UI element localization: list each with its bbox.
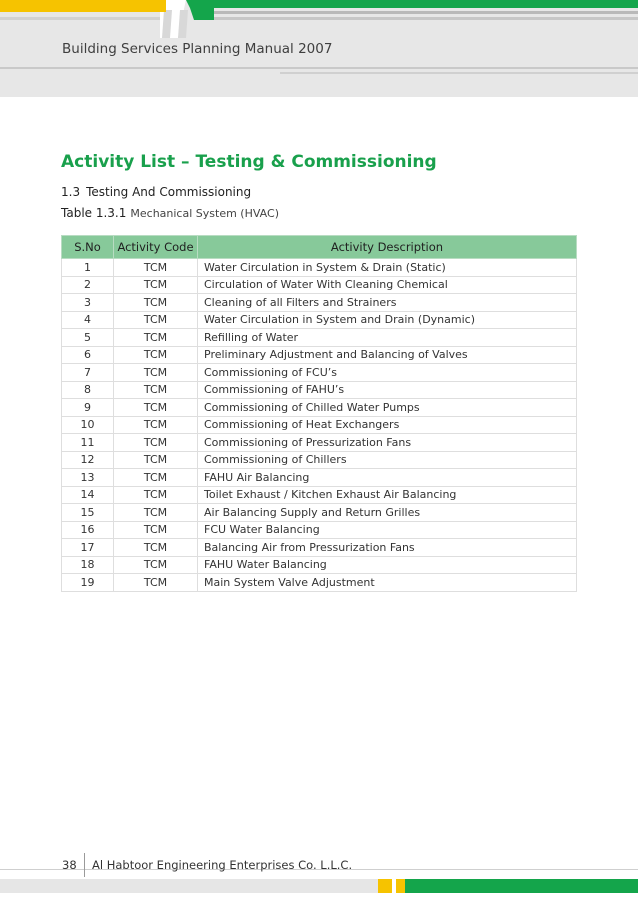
cell-description: Water Circulation in System and Drain (Dynamic) <box>198 311 577 329</box>
table-row <box>62 381 577 399</box>
cell-description: Air Balancing Supply and Return Grilles <box>198 504 577 522</box>
table-row <box>62 451 577 469</box>
header-slash-decoration <box>160 0 214 38</box>
section-label: Testing And Commissioning <box>86 185 252 199</box>
table-caption <box>61 206 279 220</box>
cell-sno: 14 <box>62 486 114 504</box>
table-row <box>62 434 577 452</box>
footer-green-band <box>405 879 638 893</box>
cell-sno: 16 <box>62 521 114 539</box>
table-row <box>62 294 577 312</box>
table-row <box>62 486 577 504</box>
cell-description: Main System Valve Adjustment <box>198 574 577 592</box>
page-title: Activity List – Testing & Commissioning <box>61 152 437 172</box>
cell-sno: 11 <box>62 434 114 452</box>
cell-sno: 8 <box>62 381 114 399</box>
cell-code: TCM <box>114 364 198 382</box>
cell-description: Commissioning of FAHU’s <box>198 381 577 399</box>
cell-code: TCM <box>114 381 198 399</box>
cell-sno: 2 <box>62 276 114 294</box>
cell-code: TCM <box>114 259 198 277</box>
cell-code: TCM <box>114 451 198 469</box>
page-header <box>0 0 638 97</box>
cell-sno: 17 <box>62 539 114 557</box>
cell-sno: 10 <box>62 416 114 434</box>
cell-code: TCM <box>114 539 198 557</box>
cell-sno: 18 <box>62 556 114 574</box>
cell-sno: 4 <box>62 311 114 329</box>
cell-description: Commissioning of Pressurization Fans <box>198 434 577 452</box>
cell-description: Water Circulation in System & Drain (Static) <box>198 259 577 277</box>
header-green-band <box>212 0 638 8</box>
activity-table <box>61 235 577 592</box>
header-stripe <box>214 17 638 20</box>
cell-description: Balancing Air from Pressurization Fans <box>198 539 577 557</box>
table-row <box>62 416 577 434</box>
cell-description: FCU Water Balancing <box>198 521 577 539</box>
column-header-activity-description: Activity Description <box>198 236 577 259</box>
cell-code: TCM <box>114 416 198 434</box>
table-row <box>62 469 577 487</box>
cell-sno: 5 <box>62 329 114 347</box>
cell-code: TCM <box>114 276 198 294</box>
table-row <box>62 276 577 294</box>
cell-description: Commissioning of Chilled Water Pumps <box>198 399 577 417</box>
table-row <box>62 556 577 574</box>
table-caption-label: Table 1.3.1 <box>61 206 127 220</box>
cell-code: TCM <box>114 329 198 347</box>
table-row <box>62 346 577 364</box>
company-name: Al Habtoor Engineering Enterprises Co. L.L.C. <box>92 858 353 872</box>
header-yellow-band <box>0 0 165 12</box>
cell-sno: 15 <box>62 504 114 522</box>
cell-code: TCM <box>114 294 198 312</box>
cell-sno: 7 <box>62 364 114 382</box>
table-header-row <box>62 236 577 259</box>
cell-description: Commissioning of FCU’s <box>198 364 577 382</box>
cell-code: TCM <box>114 399 198 417</box>
cell-sno: 1 <box>62 259 114 277</box>
table-row <box>62 521 577 539</box>
section-number: 1.3 <box>61 185 81 199</box>
cell-sno: 3 <box>62 294 114 312</box>
cell-sno: 19 <box>62 574 114 592</box>
page-number: 38 <box>62 858 77 872</box>
cell-description: Commissioning of Heat Exchangers <box>198 416 577 434</box>
header-rule <box>280 72 638 74</box>
cell-code: TCM <box>114 311 198 329</box>
cell-description: Preliminary Adjustment and Balancing of Valves <box>198 346 577 364</box>
cell-code: TCM <box>114 486 198 504</box>
cell-code: TCM <box>114 574 198 592</box>
table-caption-subtitle: Mechanical System (HVAC) <box>130 207 279 220</box>
cell-description: FAHU Water Balancing <box>198 556 577 574</box>
section-heading <box>61 185 251 199</box>
cell-description: Circulation of Water With Cleaning Chemical <box>198 276 577 294</box>
column-header-activity-code: Activity Code <box>114 236 198 259</box>
cell-sno: 6 <box>62 346 114 364</box>
cell-description: Toilet Exhaust / Kitchen Exhaust Air Balancing <box>198 486 577 504</box>
cell-code: TCM <box>114 556 198 574</box>
table-row <box>62 539 577 557</box>
footer-yellow-block <box>396 879 405 893</box>
cell-description: FAHU Air Balancing <box>198 469 577 487</box>
cell-code: TCM <box>114 346 198 364</box>
column-header-sno: S.No <box>62 236 114 259</box>
cell-code: TCM <box>114 521 198 539</box>
cell-description: Refilling of Water <box>198 329 577 347</box>
cell-description: Cleaning of all Filters and Strainers <box>198 294 577 312</box>
header-rule <box>0 67 638 69</box>
table-row <box>62 329 577 347</box>
header-stripe <box>0 17 160 20</box>
cell-description: Commissioning of Chillers <box>198 451 577 469</box>
header-stripe <box>214 11 638 14</box>
cell-code: TCM <box>114 434 198 452</box>
cell-code: TCM <box>114 504 198 522</box>
table-row <box>62 364 577 382</box>
table-row <box>62 504 577 522</box>
cell-sno: 12 <box>62 451 114 469</box>
table-row <box>62 399 577 417</box>
document-title: Building Services Planning Manual 2007 <box>62 41 333 57</box>
cell-code: TCM <box>114 469 198 487</box>
table-row <box>62 311 577 329</box>
table-row <box>62 574 577 592</box>
footer-grey-band <box>0 879 378 893</box>
cell-sno: 13 <box>62 469 114 487</box>
table-row <box>62 259 577 277</box>
cell-sno: 9 <box>62 399 114 417</box>
footer-yellow-block <box>378 879 392 893</box>
